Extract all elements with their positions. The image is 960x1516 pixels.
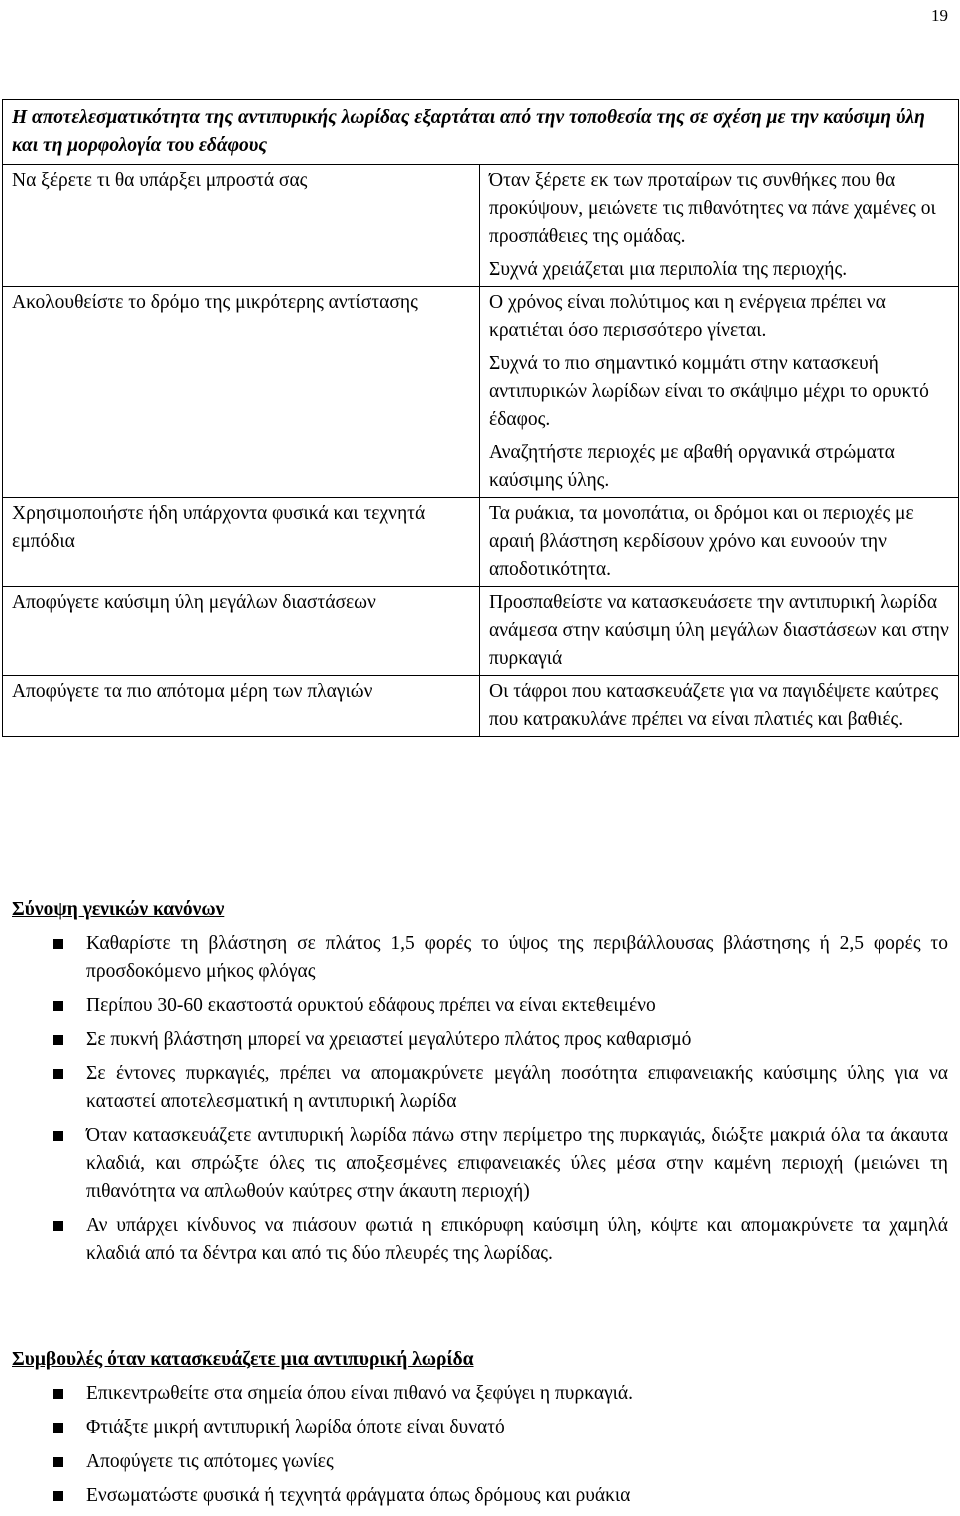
table-row [3,676,959,737]
explanation-paragraph: Προσπαθείστε να κατασκευάσετε την αντιπυρική λωρίδα ανάμεσα στην καύσιμη ύλη μεγάλων διαστάσεων και στην πυρκαγιά [489,592,949,669]
square-bullet-icon [53,1491,63,1501]
list-item [12,1122,948,1206]
explanation-cell [480,498,959,587]
list-item [12,1026,948,1054]
rule-cell: Να ξέρετε τι θα υπάρξει μπροστά σας [3,165,480,287]
explanation-paragraph: Ο χρόνος είναι πολύτιμος και η ενέργεια πρέπει να κρατιέται όσο περισσότερο γίνεται. [489,292,886,341]
list-item [12,1060,948,1116]
table-row [3,165,959,287]
list-item-text: Ενσωματώστε φυσικά ή τεχνητά φράγματα όπως δρόμους και ρυάκια [86,1485,631,1506]
list-item-text: Σε έντονες πυρκαγιές, πρέπει να απομακρύνετε μεγάλη ποσότητα επιφανειακής καύσιμης ύλης για να καταστεί αποτελεσματική η αντιπυρική λωρίδα [86,1063,948,1112]
square-bullet-icon [53,1131,63,1141]
list-item-text: Αποφύγετε τις απότομες γωνίες [86,1451,334,1472]
list-item-text: Φτιάξτε μικρή αντιπυρική λωρίδα όποτε είναι δυνατό [86,1417,505,1438]
list-item-text: Καθαρίστε τη βλάστηση σε πλάτος 1,5 φορές το ύψος της περιβάλλουσας βλάστησης ή 2,5 φορές το προσδοκόμενο μήκος φλόγας [86,933,948,982]
explanation-cell [480,287,959,498]
list-item [12,1212,948,1268]
list-item-text: Αν υπάρχει κίνδυνος να πιάσουν φωτιά η επικόρυφη καύσιμη ύλη, κόψτε και απομακρύνετε τα χαμηλά κλαδιά από τα δέντρα και από τις δύο πλευρές της λωρίδας. [86,1215,948,1264]
rule-cell: Χρησιμοποιήστε ήδη υπάρχοντα φυσικά και τεχνητά εμπόδια [3,498,480,587]
list-item [12,1448,948,1476]
summary-list [12,930,948,1268]
square-bullet-icon [53,1001,63,1011]
explanation-paragraph: Τα ρυάκια, τα μονοπάτια, οι δρόμοι και οι περιοχές με αραιή βλάστηση κερδίσουν χρόνο και ευνοούν την αποδοτικότητα. [489,503,914,580]
summary-section [12,896,948,1274]
explanation-paragraph: Αναζητήστε περιοχές με αβαθή οργανικά στρώματα καύσιμης ύλης. [489,442,895,491]
table-row [3,498,959,587]
rule-cell: Αποφύγετε καύσιμη ύλη μεγάλων διαστάσεων [3,587,480,676]
rule-cell: Ακολουθείστε το δρόμο της μικρότερης αντίστασης [3,287,480,498]
tips-list [12,1380,948,1510]
tips-section [12,1346,948,1516]
square-bullet-icon [53,1457,63,1467]
list-item [12,1414,948,1442]
explanation-cell [480,165,959,287]
square-bullet-icon [53,1069,63,1079]
explanation-paragraph: Συχνά χρειάζεται μια περιπολία της περιοχής. [489,259,848,280]
table-header: Η αποτελεσματικότητα της αντιπυρικής λωρίδας εξαρτάται από την τοποθεσία της σε σχέση με την καύσιμη ύλη και τη μορφολογία του εδάφους [3,100,959,165]
list-item [12,992,948,1020]
list-item-text: Σε πυκνή βλάστηση μπορεί να χρειαστεί μεγαλύτερο πλάτος προς καθαρισμό [86,1029,692,1050]
explanation-paragraph: Οι τάφροι που κατασκευάζετε για να παγιδέψετε καύτρες που κατρακυλάνε πρέπει να είναι πλατιές και βαθιές. [489,681,939,730]
rule-cell: Αποφύγετε τα πιο απότομα μέρη των πλαγιών [3,676,480,737]
rules-table [2,99,959,737]
explanation-cell [480,676,959,737]
table-row [3,287,959,498]
table-row [3,587,959,676]
square-bullet-icon [53,1035,63,1045]
explanation-cell [480,587,959,676]
table-header-row [3,100,959,165]
square-bullet-icon [53,939,63,949]
summary-title: Σύνοψη γενικών κανόνων [12,899,225,920]
tips-title: Συμβουλές όταν κατασκευάζετε μια αντιπυρική λωρίδα [12,1349,474,1370]
square-bullet-icon [53,1389,63,1399]
list-item [12,1380,948,1408]
list-item [12,1482,948,1510]
list-item [12,930,948,986]
explanation-paragraph: Όταν ξέρετε εκ των προταίρων τις συνθήκες που θα προκύψουν, μειώνετε τις πιθανότητες να πάνε χαμένες οι προσπάθειες της ομάδας. [489,170,936,247]
page-number: 19 [931,6,948,25]
square-bullet-icon [53,1221,63,1231]
list-item-text: Όταν κατασκευάζετε αντιπυρική λωρίδα πάνω στην περίμετρο της πυρκαγιάς, διώξτε μακριά όλα τα άκαυτα κλαδιά, και σπρώξτε όλες τις αποξεσμένες επιφανειακές ύλες μέσα στην καμένη περιοχή (μειώνει τη πιθανότητα να απλωθούν καύτρες στην άκαυτη περιοχή) [86,1125,948,1202]
square-bullet-icon [53,1423,63,1433]
list-item-text: Περίπου 30-60 εκαστοστά ορυκτού εδάφους πρέπει να είναι εκτεθειμένο [86,995,656,1016]
list-item-text: Επικεντρωθείτε στα σημεία όπου είναι πιθανό να ξεφύγει η πυρκαγιά. [86,1383,634,1404]
explanation-paragraph: Συχνά το πιο σημαντικό κομμάτι στην κατασκευή αντιπυρικών λωρίδων είναι το σκάψιμο μέχρι το ορυκτό έδαφος. [489,353,929,430]
